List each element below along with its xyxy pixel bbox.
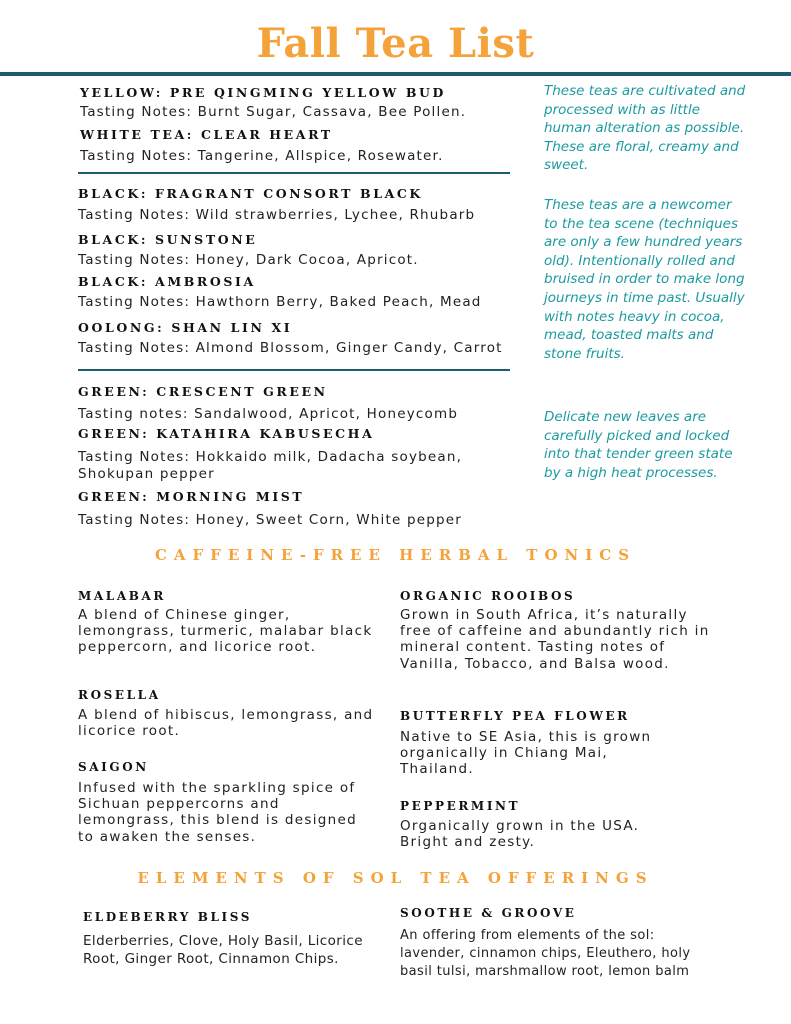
herbal-name-saigon: SAIGON (78, 760, 149, 774)
tasting-notes-shan-lin-xi: Tasting Notes: Almond Blossom, Ginger Candy, Carrot (78, 340, 503, 356)
tasting-notes-yellow-bud: Tasting Notes: Burnt Sugar, Cassava, Bee Pollen. (80, 104, 467, 120)
tasting-notes-fragrant-consort: Tasting Notes: Wild strawberries, Lychee, Rhubarb (78, 207, 476, 223)
herbal-desc-malabar: A blend of Chinese ginger, lemongrass, turmeric, malabar black peppercorn, and licorice root. (78, 607, 373, 656)
group-description-oxidized: These teas are a newcomer to the tea scene (techniques are only a few hundred years old). Intentionally rolled and bruised in order to make long journeys in time past. Usually with notes heavy in cocoa, mead, toasted malts and stone fruits. (544, 197, 745, 362)
group-description-green: Delicate new leaves are carefully picked and locked into that tender green state by a high heat processes. (544, 409, 733, 481)
tea-name-crescent-green: GREEN: CRESCENT GREEN (78, 384, 328, 399)
sol-name-soothe-groove: SOOTHE & GROOVE (400, 906, 577, 920)
tea-name-fragrant-consort: BLACK: FRAGRANT CONSORT BLACK (78, 186, 423, 201)
tea-name-sunstone: BLACK: SUNSTONE (78, 232, 258, 247)
tea-name-ambrosia: BLACK: AMBROSIA (78, 274, 256, 289)
section-divider (78, 172, 510, 174)
herbal-name-butterfly-pea: BUTTERFLY PEA FLOWER (400, 709, 630, 723)
herbal-section-heading: CAFFEINE-FREE HERBAL TONICS (154, 546, 637, 564)
tasting-notes-morning-mist: Tasting Notes: Honey, Sweet Corn, White pepper (78, 512, 463, 528)
tasting-notes-crescent-green: Tasting notes: Sandalwood, Apricot, Honeycomb (78, 406, 459, 422)
herbal-name-rooibos: ORGANIC ROOIBOS (400, 589, 576, 603)
tea-name-morning-mist: GREEN: MORNING MIST (78, 489, 305, 504)
herbal-name-rosella: ROSELLA (78, 688, 161, 702)
tasting-notes-sunstone: Tasting Notes: Honey, Dark Cocoa, Apricot. (78, 252, 419, 268)
header-divider (0, 72, 791, 76)
sol-name-elderberry-bliss: ELDEBERRY BLISS (83, 910, 253, 924)
herbal-desc-rooibos: Grown in South Africa, it’s naturally free of caffeine and abundantly rich in mineral content. Tasting notes of Vanilla, Tobacco, and Balsa wood. (400, 607, 710, 672)
section-divider (78, 369, 510, 371)
sol-desc-soothe-groove: An offering from elements of the sol: lavender, cinnamon chips, Eleuthero, holy basil tulsi, marshmallow root, lemon balm (400, 928, 691, 979)
tasting-notes-katahira-kabusecha: Tasting Notes: Hokkaido milk, Dadacha soybean, Shokupan pepper (78, 449, 463, 482)
herbal-desc-peppermint: Organically grown in the USA. Bright and zesty. (400, 818, 640, 851)
page-title: Fall Tea List (256, 20, 535, 67)
sol-section-heading: ELEMENTS OF SOL TEA OFFERINGS (137, 869, 654, 887)
tea-name-clear-heart: WHITE TEA: CLEAR HEART (80, 127, 333, 142)
tea-name-shan-lin-xi: OOLONG: SHAN LIN XI (78, 320, 293, 335)
sol-desc-elderberry-bliss: Elderberries, Clove, Holy Basil, Licorice Root, Ginger Root, Cinnamon Chips. (83, 933, 363, 967)
herbal-desc-rosella: A blend of hibiscus, lemongrass, and licorice root. (78, 707, 374, 740)
herbal-desc-butterfly-pea: Native to SE Asia, this is grown organically in Chiang Mai, Thailand. (400, 729, 652, 778)
herbal-name-peppermint: PEPPERMINT (400, 799, 521, 813)
herbal-desc-saigon: Infused with the sparkling spice of Sichuan peppercorns and lemongrass, this blend is designed to awaken the senses. (78, 780, 357, 845)
group-description-unoxidized: These teas are cultivated and processed with as little human alteration as possible. These are floral, creamy and sweet. (544, 83, 746, 174)
herbal-name-malabar: MALABAR (78, 589, 166, 603)
tasting-notes-ambrosia: Tasting Notes: Hawthorn Berry, Baked Peach, Mead (78, 294, 482, 310)
tea-name-katahira-kabusecha: GREEN: KATAHIRA KABUSECHA (78, 426, 375, 441)
tea-name-yellow-bud: YELLOW: PRE QINGMING YELLOW BUD (80, 85, 446, 100)
tasting-notes-clear-heart: Tasting Notes: Tangerine, Allspice, Rosewater. (80, 148, 444, 164)
